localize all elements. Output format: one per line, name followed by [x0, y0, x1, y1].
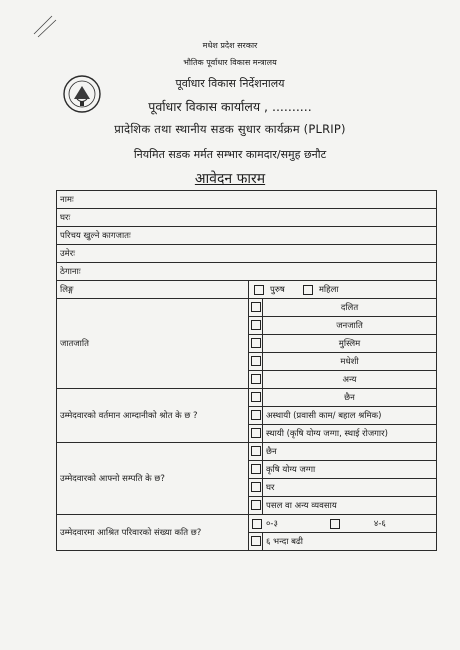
caste-option: जनजाति: [263, 317, 437, 335]
income-option: अस्थायी (प्रवासी काम/ बहाल श्रमिक): [263, 407, 437, 425]
caste-janajati-checkbox[interactable]: [251, 320, 261, 330]
header-directorate: पूर्वाधार विकास निर्देशनालय: [175, 77, 285, 90]
dependents-4-6-label: ४-६: [373, 519, 386, 529]
caste-option: मधेशी: [263, 353, 437, 371]
dependents-0-3-checkbox[interactable]: [252, 519, 262, 529]
caste-option: मुस्लिम: [263, 335, 437, 353]
gender-label: लिङ्ग: [57, 281, 249, 299]
property-option: कृषि योग्य जग्गा: [263, 461, 437, 479]
gender-male-label: पुरुष: [270, 285, 285, 295]
property-business-checkbox[interactable]: [251, 500, 261, 510]
dependents-over-6-checkbox[interactable]: [251, 536, 261, 546]
income-option: स्थायी (कृषि योग्य जग्गा, स्थाई रोजगार): [263, 425, 437, 443]
caste-option: दलित: [263, 299, 437, 317]
income-option: छैन: [263, 389, 437, 407]
header-program: प्रादेशिक तथा स्थानीय सडक सुधार कार्यक्रम (PLRIP): [114, 122, 346, 136]
dependents-label: उम्मेदवारमा आश्रित परिवारको संख्या कति छ?: [57, 515, 249, 551]
income-permanent-checkbox[interactable]: [251, 428, 261, 438]
dependents-0-3-label: ०-३: [266, 519, 278, 529]
property-option: घर: [263, 479, 437, 497]
form-title: आवेदन फारम: [194, 171, 266, 187]
income-temporary-checkbox[interactable]: [251, 410, 261, 420]
property-label: उम्मेदवारको आफ्नो सम्पति के छ?: [57, 443, 249, 515]
name-field[interactable]: नामः: [57, 191, 437, 209]
caste-dalit-checkbox[interactable]: [251, 302, 261, 312]
caste-other-checkbox[interactable]: [251, 374, 261, 384]
address-field[interactable]: ठेगानाः: [57, 263, 437, 281]
caste-muslim-checkbox[interactable]: [251, 338, 261, 348]
gender-female-checkbox[interactable]: [303, 285, 313, 295]
income-source-label: उम्मेदवारको वर्तमान आम्दानीको श्रोत के छ ?: [57, 389, 249, 443]
caste-label: जातजाति: [57, 299, 249, 389]
id-document-field[interactable]: परिचय खुल्ने कागजातः: [57, 227, 437, 245]
caste-option: अन्य: [263, 371, 437, 389]
property-option: पसल वा अन्य व्यवसाय: [263, 497, 437, 515]
caste-madheshi-checkbox[interactable]: [251, 356, 261, 366]
gender-options: [249, 281, 437, 299]
header-subject: नियमित सडक मर्मत सम्भार कामदार/समुह छनौट: [133, 148, 327, 161]
header-province: मधेश प्रदेश सरकार: [202, 41, 258, 50]
dependents-4-6-checkbox[interactable]: [330, 519, 340, 529]
income-none-checkbox[interactable]: [251, 392, 261, 402]
property-option: छैन: [263, 443, 437, 461]
property-land-checkbox[interactable]: [251, 464, 261, 474]
dependents-over-6-label: ६ भन्दा बढी: [263, 533, 437, 551]
gender-female-label: महिला: [318, 285, 339, 295]
dependents-options-row: [249, 515, 437, 533]
header-office: पूर्वाधार विकास कार्यालय , ..........: [148, 99, 312, 114]
application-form-table: [56, 190, 437, 551]
header-ministry: भौतिक पूर्वाधार विकास मन्त्रालय: [183, 58, 277, 67]
house-field[interactable]: घरः: [57, 209, 437, 227]
property-house-checkbox[interactable]: [251, 482, 261, 492]
age-field[interactable]: उमेरः: [57, 245, 437, 263]
property-none-checkbox[interactable]: [251, 446, 261, 456]
gender-male-checkbox[interactable]: [254, 285, 264, 295]
pen-mark-icon: [30, 10, 60, 40]
